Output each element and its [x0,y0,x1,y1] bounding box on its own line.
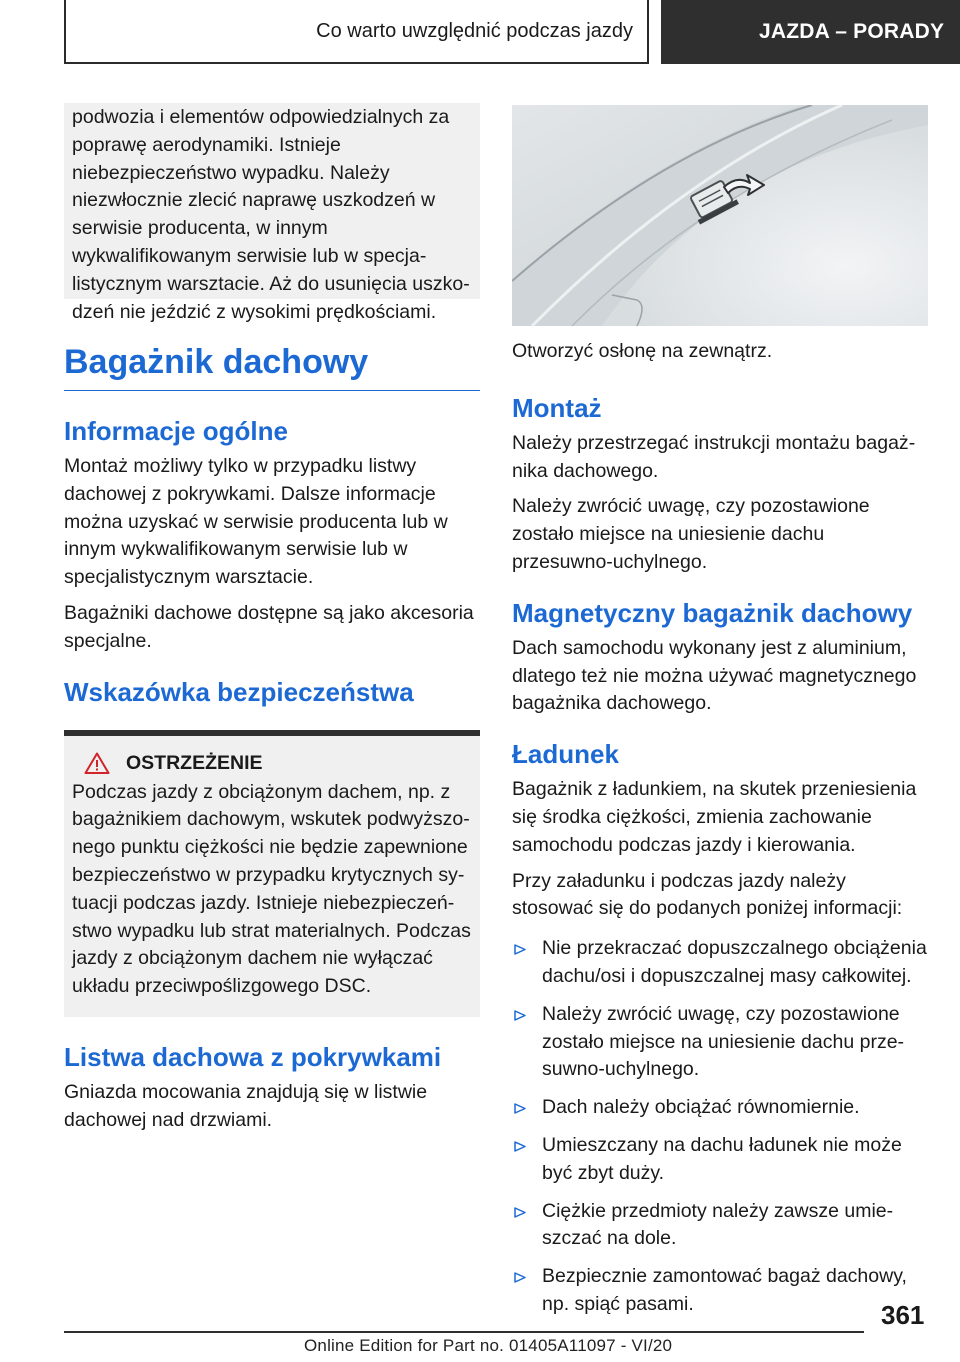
general-paragraph-2: Bagażniki dachowe dostępne są jako akcesoria specjalne. [64,601,474,652]
list-item [512,1001,928,1084]
mount-heading: Montaż [512,392,602,423]
page-number: 361 [881,1300,925,1330]
load-paragraph-1: Bagażnik z ładunkiem, na skutek przeniesienia się środka ciężkości, zmienia zachowanie samochodu podczas jazdy i kierowania. [512,778,917,856]
warning-box [64,730,480,1017]
load-paragraph-2: Przy załadunku i podczas jazdy należy stosować się do podanych poniżej informacji: [512,869,903,920]
warning-title-row [72,752,472,775]
roof-rail-cover-image [512,105,928,326]
triangle-right-icon [514,1272,526,1283]
list-item-text: Należy zwrócić uwagę, czy pozostawione zostało miejsce na uniesienie dachu przesuwno-uchylnego. [542,1002,905,1081]
right-column [512,103,928,1329]
triangle-right-icon [514,1103,526,1114]
magnet-heading: Magnetyczny bagażnik dachowy [512,597,913,628]
rail-heading: Listwa dachowa z pokrywkami [64,1041,442,1072]
roof-rail-cover-photo [512,105,928,326]
list-item-text: Dach należy obciążać równomiernie. [542,1096,860,1119]
triangle-right-icon [514,1207,526,1218]
warning-title: OSTRZEŻENIE [126,751,263,774]
intro-box-text: podwozia i elementów odpowiedzialnych za poprawę aerodynamiki. Istnieje niebezpieczeństwo wypadku. Należy niezwłocznie zlecić naprawę uszkodzeń w serwisie producenta, w innym wykwalifikowanym serwisie lub w specjalistycznym warsztacie. Aż do usunięcia uszkodzeń nie jeździć z wysokimi prędkościami. [72,106,470,323]
warning-body [64,736,480,1017]
list-item [512,1132,928,1188]
list-item [512,1198,928,1254]
main-heading: Bagażnik dachowy [64,342,480,391]
list-item [512,1094,928,1122]
intro-box [64,103,480,323]
triangle-right-icon [514,1141,526,1152]
general-paragraph-1: Montaż możliwy tylko w przypadku listwy dachowej z pokrywkami. Dalsze informacje można uzyskać w serwisie producenta lub w innym wykwalifikowanym serwisie lub w specjalistycznym warsztacie. [64,455,448,589]
footer-divider [64,1331,864,1333]
list-item-text: Nie przekraczać dopuszczalnego obciążenia dachu/osi i dopuszczalnej masy całkowitej. [542,937,927,987]
mount-paragraph-2: Należy zwrócić uwagę, czy pozostawione zostało miejsce na uniesienie dachu przesuwno-uchylnego. [512,495,870,573]
triangle-right-icon [514,1010,526,1021]
triangle-right-icon [514,944,526,955]
header-section-title [64,0,649,64]
warning-text: Podczas jazdy z obciążonym dachem, np. z bagażnikiem dachowym, wskutek podwyższonego punktu ciężkości nie będzie zapewnione bezpieczeństwo w przypadku krytycznych sytuacji podczas jazdy. Istnieje niebezpieczeństwo wypadku lub strat materialnych. Podczas jazdy z obciążonym dachem nie wyłączać układu przeciwpoślizgowego DSC. [72,780,471,998]
photo-caption: Otworzyć osłonę na zewnątrz. [512,340,773,362]
load-heading: Ładunek [512,739,619,770]
general-heading: Informacje ogólne [64,416,288,446]
safety-heading: Wskazówka bezpieczeństwa [64,676,414,707]
header-chapter [661,0,960,64]
list-item [512,935,928,991]
magnet-text: Dach samochodu wykonany jest z aluminium, dlatego też nie można używać magnetycznego bagażnika dachowego. [512,636,917,715]
header-chapter-text: JAZDA – PORADY [759,20,945,43]
load-bullet-list [512,935,928,1319]
list-item-text: Bezpiecznie zamontować bagaż dachowy, np. spiąć pasami. [542,1265,907,1315]
mount-paragraph-1: Należy przestrzegać instrukcji montażu bagażnika dachowego. [512,431,916,482]
list-item [512,1263,928,1319]
list-item-text: Ciężkie przedmioty należy zawsze umieszczać na dole. [542,1199,894,1250]
left-column [64,103,480,1143]
rail-text: Gniazda mocowania znajdują się w listwie dachowej nad drzwiami. [64,1080,428,1131]
warning-triangle-icon [84,752,110,774]
list-item-text: Umieszczany na dachu ładunek nie może być zbyt duży. [542,1133,902,1184]
header-section-title-text: Co warto uwzględnić podczas jazdy [316,19,633,42]
footer-edition: Online Edition for Part no. 01405A11097 - VI/20 [304,1336,673,1355]
